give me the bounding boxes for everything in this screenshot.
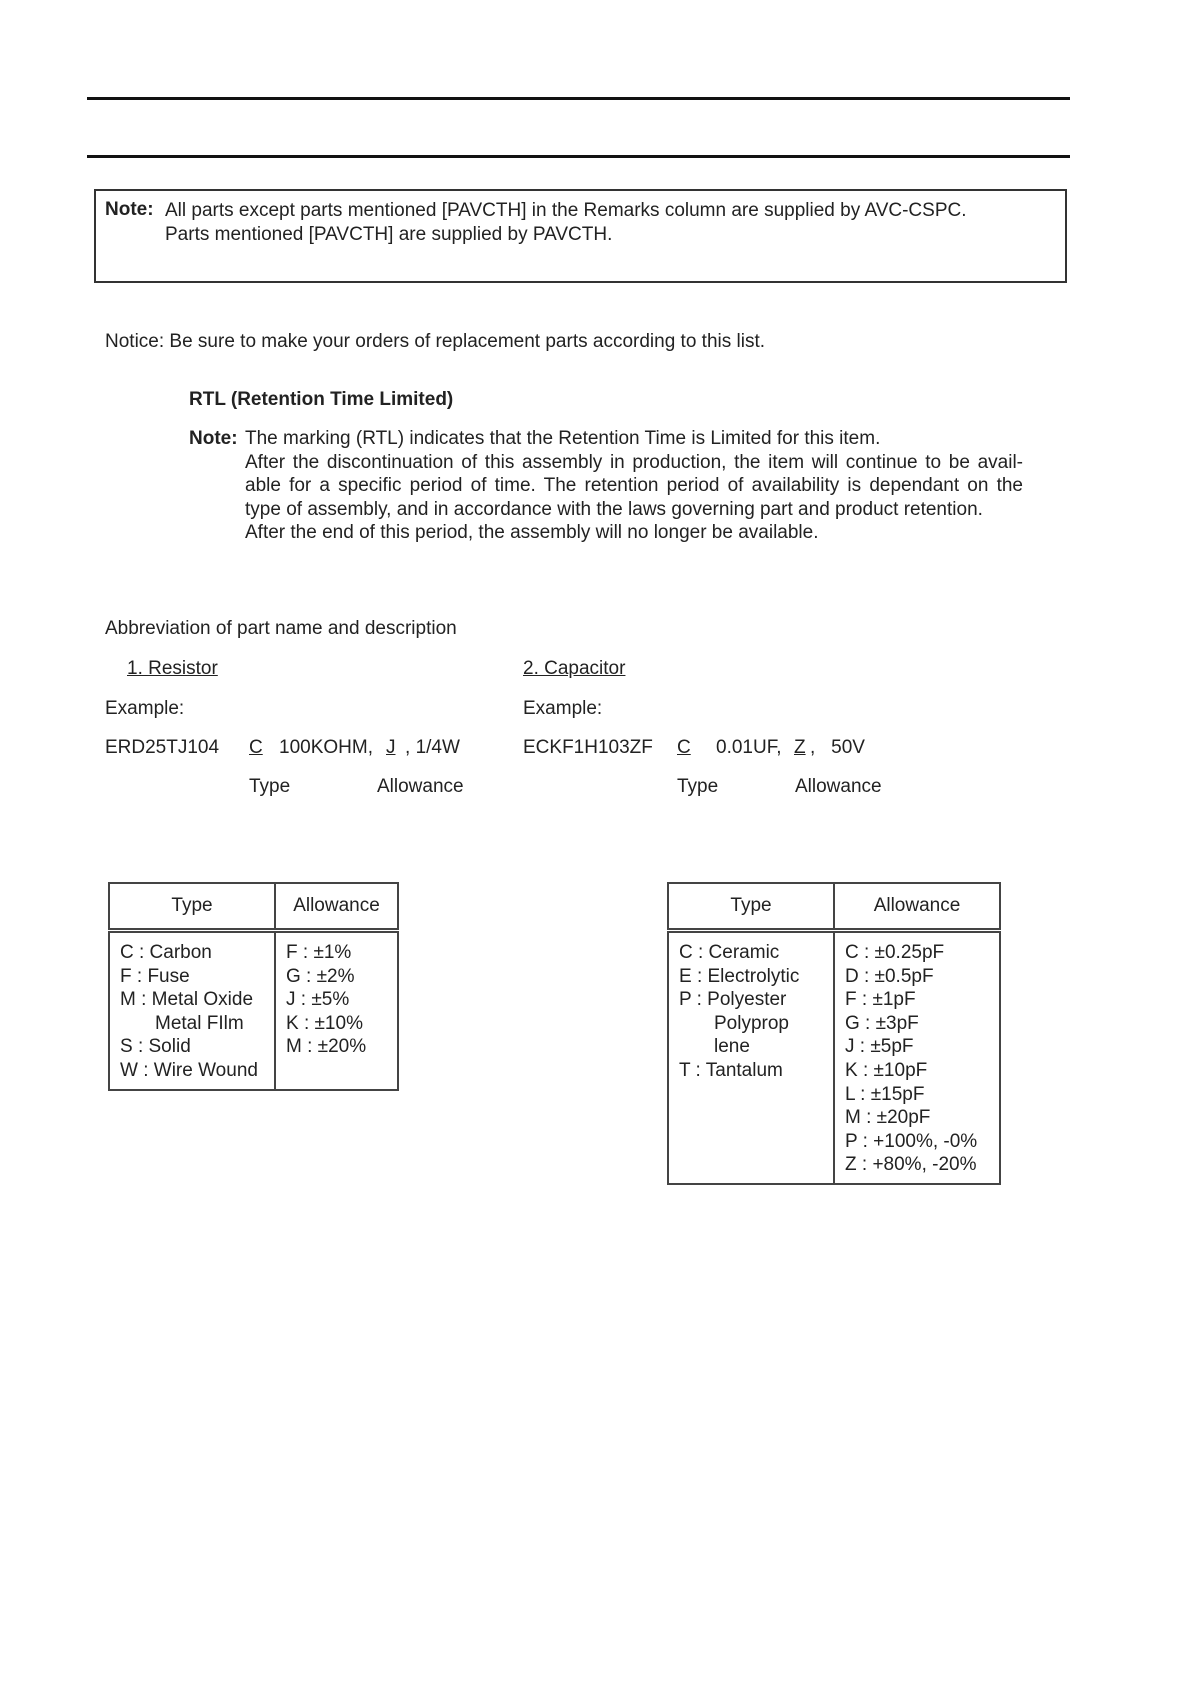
capacitor-table-header-type: Type: [668, 883, 834, 931]
header-rule: [87, 155, 1070, 158]
rtl-line-1: The marking (RTL) indicates that the Retention Time is Limited for this item.: [245, 428, 881, 449]
resistor-rest: , 1/4W: [405, 737, 460, 758]
resistor-type-cell: [109, 931, 275, 1090]
list-item: S : Solid: [120, 1036, 191, 1058]
list-item: Z : +80%, -20%: [845, 1154, 977, 1176]
list-item: Polyprop: [714, 1012, 789, 1034]
list-item: L : ±15pF: [845, 1083, 925, 1105]
resistor-type-code: C: [249, 737, 263, 758]
list-item: D : ±0.5pF: [845, 965, 934, 987]
rtl-line-3: able for a specific period of time. The retention period of availability is dependant on the: [245, 475, 1023, 496]
resistor-abbreviation-table: [108, 882, 399, 1091]
capacitor-type-cell: [668, 931, 834, 1184]
capacitor-value: 0.01UF,: [716, 737, 782, 758]
list-item: Metal FIlm: [155, 1012, 244, 1034]
abbreviation-heading: Abbreviation of part name and description: [105, 618, 457, 639]
list-item: C : Ceramic: [679, 942, 780, 963]
resistor-allowance-code: J: [386, 737, 396, 758]
capacitor-allowance-code: Z: [794, 737, 806, 758]
resistor-value: 100KOHM,: [279, 737, 373, 758]
capacitor-allowance-cell: [834, 931, 1000, 1184]
list-item: C : Carbon: [120, 942, 212, 963]
rtl-line-2: After the discontinuation of this assembly in production, the item will continue to be avail-: [245, 451, 1023, 473]
list-item: K : ±10pF: [845, 1059, 928, 1081]
resistor-part-number: ERD25TJ104: [105, 737, 220, 758]
list-item: lene: [714, 1036, 750, 1058]
list-item: E : Electrolytic: [679, 965, 800, 987]
top-rule: [87, 97, 1070, 100]
notice-text: Notice: Be sure to make your orders of replacement parts according to this list.: [105, 331, 766, 352]
list-item: P : Polyester: [679, 989, 787, 1011]
capacitor-table-header-allowance: Allowance: [834, 883, 1000, 931]
list-item: M : ±20pF: [845, 1107, 931, 1129]
resistor-example-label: Example:: [105, 698, 185, 719]
capacitor-type-label: Type: [677, 776, 719, 797]
list-item: F : ±1pF: [845, 989, 916, 1011]
list-item: G : ±3pF: [845, 1012, 919, 1034]
capacitor-type-code: C: [677, 737, 691, 758]
resistor-table-header-allowance: Allowance: [275, 883, 398, 931]
resistor-allowance-label: Allowance: [377, 776, 464, 797]
rtl-note-label: Note:: [189, 428, 238, 449]
capacitor-example-label: Example:: [523, 698, 603, 719]
list-item: C : ±0.25pF: [845, 942, 945, 963]
rtl-line-4: type of assembly, and in accordance with the laws governing part and product retention.: [245, 498, 983, 520]
resistor-title: 1. Resistor: [127, 658, 218, 679]
list-item: G : ±2%: [286, 965, 355, 987]
list-item: P : +100%, -0%: [845, 1130, 978, 1152]
note-line-1: All parts except parts mentioned [PAVCTH] in the Remarks column are supplied by AVC-CSPC.: [165, 200, 967, 221]
capacitor-abbreviation-table: [667, 882, 1001, 1185]
list-item: J : ±5%: [286, 989, 350, 1011]
capacitor-part-number: ECKF1H103ZF: [523, 737, 653, 758]
list-item: W : Wire Wound: [120, 1059, 258, 1081]
capacitor-allowance-label: Allowance: [795, 776, 882, 797]
list-item: J : ±5pF: [845, 1036, 914, 1058]
list-item: M : ±20%: [286, 1036, 367, 1058]
rtl-line-5: After the end of this period, the assembly will no longer be available.: [245, 522, 819, 543]
capacitor-title: 2. Capacitor: [523, 658, 626, 679]
rtl-title: RTL (Retention Time Limited): [189, 389, 454, 410]
list-item: F : ±1%: [286, 942, 352, 963]
list-item: K : ±10%: [286, 1012, 363, 1034]
resistor-type-label: Type: [249, 776, 291, 797]
supplier-note-box: [94, 189, 1067, 283]
list-item: F : Fuse: [120, 965, 190, 987]
resistor-table-header-type: Type: [109, 883, 275, 931]
resistor-allowance-cell: [275, 931, 398, 1090]
note-line-2: Parts mentioned [PAVCTH] are supplied by PAVCTH.: [165, 224, 613, 245]
capacitor-rest: , 50V: [810, 737, 865, 758]
list-item: T : Tantalum: [679, 1059, 783, 1081]
list-item: M : Metal Oxide: [120, 989, 254, 1011]
note-label: Note:: [105, 199, 154, 220]
